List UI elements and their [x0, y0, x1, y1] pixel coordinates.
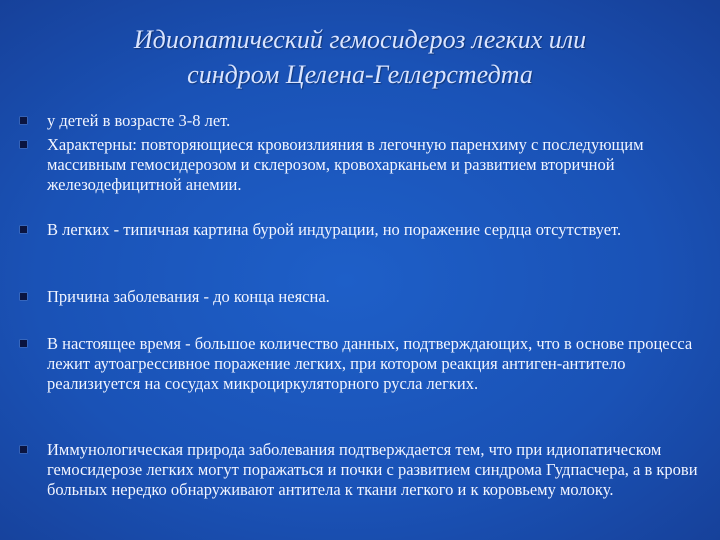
bullet-item: [20, 135, 700, 195]
bullet-item: [20, 111, 700, 131]
square-bullet-icon: [20, 446, 27, 453]
bullet-item: [20, 220, 700, 240]
square-bullet-icon: [20, 117, 27, 124]
slide-title-line-2: синдром Целена-Геллерстедта: [187, 60, 533, 89]
bullet-text: Характерны: повторяющиеся кровоизлияния в легочную паренхиму с последующим массивным гемосидерозом и склерозом, кровохарканьем и развитием вторичной железодефицитной анемии.: [47, 135, 644, 194]
bullet-item: [20, 287, 700, 307]
bullet-text: Причина заболевания - до конца неясна.: [47, 287, 330, 306]
bullet-text: Иммунологическая природа заболевания подтверждается тем, что при идиопатическом гемосидерозе легких могут поражаться и почки с развитием синдрома Гудпасчера, а в крови больных нередко обнаруживают антитела к ткани легкого и к коровьему молоку.: [47, 440, 698, 499]
square-bullet-icon: [20, 340, 27, 347]
square-bullet-icon: [20, 293, 27, 300]
bullet-item: [20, 440, 700, 500]
bullet-item: [20, 334, 700, 394]
slide-title-line-1: Идиопатический гемосидероз легких или: [133, 25, 587, 54]
bullet-text: у детей в возрасте 3-8 лет.: [47, 111, 231, 130]
bullet-text: В легких - типичная картина бурой индурации, но поражение сердца отсутствует.: [47, 220, 622, 239]
bullet-text: В настоящее время - большое количество данных, подтверждающих, что в основе процесса лежит аутоагрессивное поражение легких, при котором реакция антиген-антитело реализиуется на сосудах микроциркуляторного русла легких.: [47, 334, 693, 393]
square-bullet-icon: [20, 141, 27, 148]
slide-title: [60, 22, 660, 92]
square-bullet-icon: [20, 226, 27, 233]
